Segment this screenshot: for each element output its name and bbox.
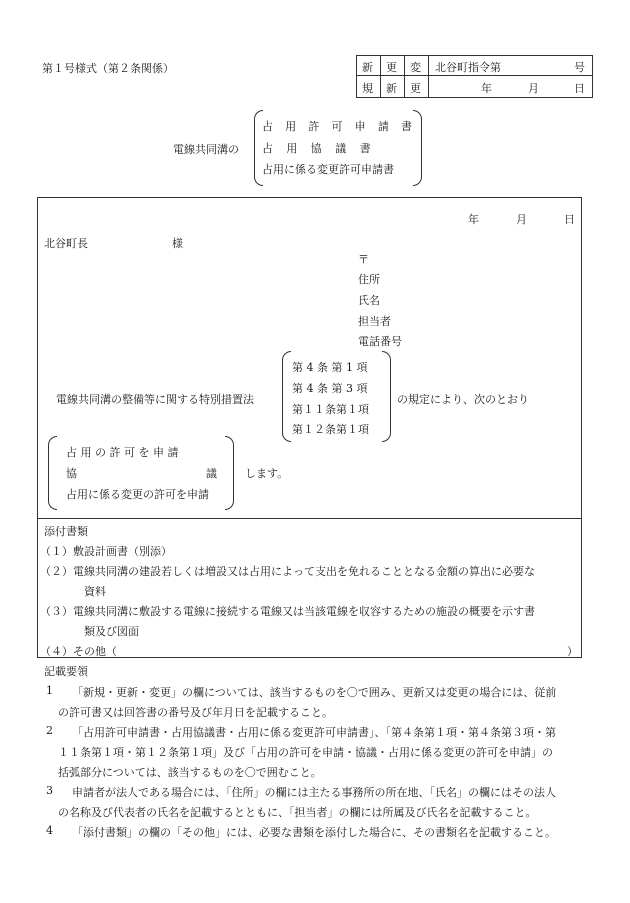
title-option-consultation: 占 用 協 議 書 <box>262 142 371 155</box>
law-name: 電線共同溝の整備等に関する特別措置法 <box>56 393 254 406</box>
date-month: 月 <box>516 213 527 226</box>
address-label: 住所 <box>358 273 380 286</box>
honorific: 様 <box>172 237 183 250</box>
cell-shin: 新 <box>362 61 373 74</box>
note-2-line2: １１条第１項・第１２条第１項」及び「占用の許可を申請・協議・占用に係る変更の許可を申請」の <box>58 746 553 759</box>
attachment-4-close: ） <box>567 645 578 658</box>
phone-label: 電話番号 <box>358 335 402 348</box>
attachment-3-line1: （３）電線共同溝に敷設する電線に接続する電線又は当該電線を収容するための施設の概要を示す書 <box>40 605 535 618</box>
permit-day: 日 <box>574 82 585 95</box>
name-label: 氏名 <box>358 294 380 307</box>
permit-month: 月 <box>528 82 539 95</box>
order-label: 北谷町指令第 <box>435 61 501 74</box>
title-prefix: 電線共同溝の <box>173 143 239 156</box>
attachment-2-line1: （２）電線共同溝の建設若しくは増設又は占用によって支出を免れることとなる金額の算出に必要な <box>40 565 535 578</box>
cell-shin-2: 新 <box>386 82 397 95</box>
note-2-line1: 「占用許可申請書・占用協議書・占用に係る変更許可申請書」、「第４条第１項・第４条第３項・第 <box>72 726 556 739</box>
note-3-line2: の名称及び代表者の氏名を記載するとともに、「担当者」の欄には所属及び氏名を記載すること。 <box>58 806 537 819</box>
attachments-heading: 添付書類 <box>44 525 88 538</box>
title-option-permit-application: 占 用 許 可 申 請 書 <box>262 120 412 133</box>
request-suffix: します。 <box>245 467 289 480</box>
request-change-permit: 占用に係る変更の許可を申請 <box>66 488 209 501</box>
note-4-number: 4 <box>46 824 53 837</box>
date-year: 年 <box>468 213 479 226</box>
law-suffix: の規定により、次のとおり <box>397 393 529 406</box>
note-4-line1: 「添付書類」の欄の「その他」には、必要な書類を添付した場合に、その書類名を記載すること。 <box>72 826 556 839</box>
order-number-suffix: 号 <box>574 61 585 74</box>
cell-kou: 更 <box>386 61 397 74</box>
attachments-divider <box>37 518 581 519</box>
notes-heading: 記載要領 <box>44 665 88 678</box>
addressee: 北谷町長 <box>44 237 88 250</box>
cell-ki: 規 <box>362 82 373 95</box>
request-permit: 占 用 の 許 可 を 申 請 <box>66 446 179 459</box>
request-consult-b: 議 <box>206 467 217 480</box>
attachment-3-line2: 類及び図面 <box>84 625 139 638</box>
article-4-1: 第 4 条 第 1 項 <box>292 361 368 374</box>
note-3-number: 3 <box>46 784 53 797</box>
request-consult-a: 協 <box>66 467 77 480</box>
note-1-line1: 「新規・更新・変更」の欄については、該当するものを〇で囲み、更新又は変更の場合には、従前 <box>72 686 557 699</box>
cell-kou-2: 更 <box>410 82 421 95</box>
cell-hen: 変 <box>410 61 421 74</box>
note-3-line1: 申請者が法人である場合には、「住所」の欄には主たる事務所の所在地、「氏名」の欄にはその法人 <box>72 786 556 799</box>
note-1-number: 1 <box>46 684 53 697</box>
article-bracket-right <box>382 351 391 442</box>
article-4-3: 第 4 条 第 3 項 <box>292 382 368 395</box>
article-bracket-left <box>282 351 291 442</box>
permit-year: 年 <box>481 82 492 95</box>
postal-mark: 〒 <box>358 253 369 266</box>
form-label: 第１号様式（第２条関係） <box>42 62 174 75</box>
date-day: 日 <box>564 213 575 226</box>
note-1-line2: の許可書又は回答書の番号及び年月日を記載すること。 <box>58 706 333 719</box>
title-option-change-application: 占用に係る変更許可申請書 <box>262 163 394 176</box>
attachment-1: （１）敷設計画書（別添） <box>40 545 172 558</box>
request-bracket-right <box>225 436 234 510</box>
attachment-2-line2: 資料 <box>84 585 106 598</box>
title-bracket-right <box>413 110 422 186</box>
attachment-4: （４）その他（ <box>40 645 117 658</box>
note-2-number: 2 <box>46 724 53 737</box>
note-2-line3: 括弧部分については、該当するものを〇で囲むこと。 <box>58 766 322 779</box>
article-11-1: 第１１条第１項 <box>292 403 369 416</box>
request-bracket-left <box>48 436 57 510</box>
article-12-1: 第１２条第１項 <box>292 423 369 436</box>
person-in-charge-label: 担当者 <box>358 315 391 328</box>
